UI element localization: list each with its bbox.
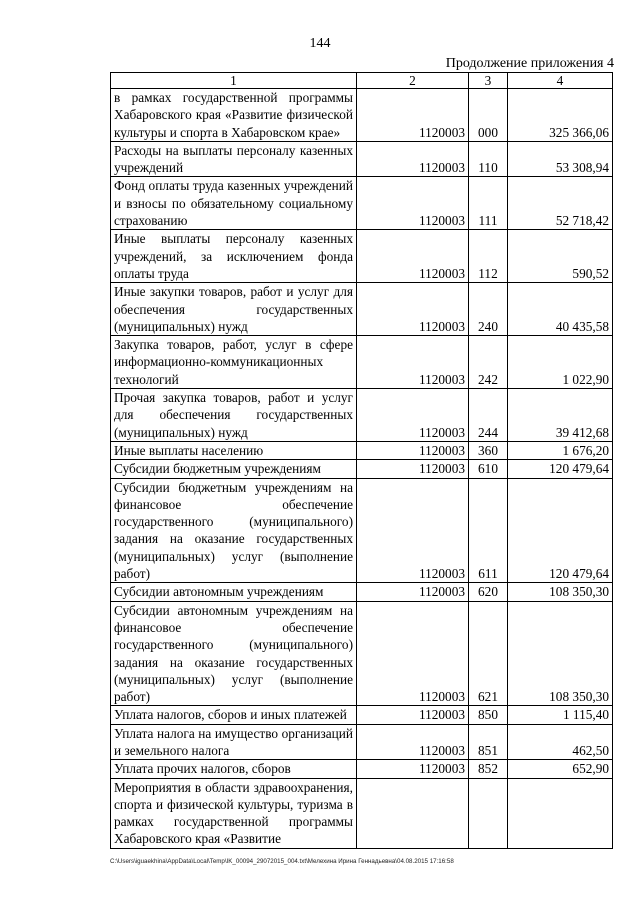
row-code-cell: 1120003 — [357, 706, 469, 724]
row-amount-cell: 1 022,90 — [508, 336, 613, 389]
table-row — [111, 141, 613, 177]
row-amount-cell: 590,52 — [508, 230, 613, 283]
row-amount-cell: 52 718,42 — [508, 177, 613, 230]
row-code-cell: 1120003 — [357, 601, 469, 706]
table-body — [111, 89, 613, 849]
row-code-cell: 1120003 — [357, 283, 469, 336]
row-amount-cell: 39 412,68 — [508, 389, 613, 442]
row-name-cell: Мероприятия в области здравоохранения, спорта и физической культуры, туризма в рамках государственной программы Хабаровского края «Развитие — [111, 778, 357, 848]
row-vr-cell: 244 — [469, 389, 508, 442]
appendix-label: Продолжение приложения 4 — [445, 56, 614, 71]
row-vr-cell: 360 — [469, 441, 508, 459]
row-code-cell — [357, 778, 469, 848]
row-amount-cell: 1 676,20 — [508, 441, 613, 459]
row-amount-cell — [508, 778, 613, 848]
row-name-cell: Закупка товаров, работ, услуг в сфере информационно-коммуникационных технологий — [111, 336, 357, 389]
table-row — [111, 230, 613, 283]
row-vr-cell: 112 — [469, 230, 508, 283]
row-vr-cell: 852 — [469, 760, 508, 778]
row-name-cell: Субсидии бюджетным учреждениям — [111, 460, 357, 478]
column-header-amount: 4 — [508, 73, 613, 89]
row-vr-cell: 111 — [469, 177, 508, 230]
row-code-cell: 1120003 — [357, 724, 469, 760]
row-vr-cell: 610 — [469, 460, 508, 478]
row-vr-cell: 110 — [469, 141, 508, 177]
row-vr-cell: 611 — [469, 478, 508, 583]
row-amount-cell: 40 435,58 — [508, 283, 613, 336]
column-header-code: 2 — [357, 73, 469, 89]
budget-table — [110, 72, 613, 849]
row-vr-cell: 000 — [469, 89, 508, 142]
column-header-name: 1 — [111, 73, 357, 89]
table-row — [111, 441, 613, 459]
row-name-cell: Субсидии бюджетным учреждениям на финансовое обеспечение государственного (муниципального) задания на оказание государственных (муниципальных) услуг (выполнение работ) — [111, 478, 357, 583]
table-row — [111, 478, 613, 583]
row-code-cell: 1120003 — [357, 583, 469, 601]
row-amount-cell: 325 366,06 — [508, 89, 613, 142]
row-vr-cell: 240 — [469, 283, 508, 336]
table-row — [111, 583, 613, 601]
row-name-cell: Прочая закупка товаров, работ и услуг для обеспечения государственных (муниципальных) нужд — [111, 389, 357, 442]
row-amount-cell: 120 479,64 — [508, 460, 613, 478]
row-name-cell: Субсидии автономным учреждениям — [111, 583, 357, 601]
row-amount-cell: 108 350,30 — [508, 601, 613, 706]
row-name-cell: Уплата налога на имущество организаций и земельного налога — [111, 724, 357, 760]
table-header-row — [111, 73, 613, 89]
row-name-cell: Расходы на выплаты персоналу казенных учреждений — [111, 141, 357, 177]
row-vr-cell: 850 — [469, 706, 508, 724]
row-code-cell: 1120003 — [357, 177, 469, 230]
table-row — [111, 89, 613, 142]
row-name-cell: Иные закупки товаров, работ и услуг для обеспечения государственных (муниципальных) нужд — [111, 283, 357, 336]
table-row — [111, 283, 613, 336]
table-row — [111, 706, 613, 724]
table-row — [111, 389, 613, 442]
table-row — [111, 460, 613, 478]
row-code-cell: 1120003 — [357, 760, 469, 778]
row-vr-cell: 621 — [469, 601, 508, 706]
row-name-cell: Субсидии автономным учреждениям на финансовое обеспечение государственного (муниципального) задания на оказание государственных (муниципальных) услуг (выполнение работ) — [111, 601, 357, 706]
row-vr-cell: 242 — [469, 336, 508, 389]
row-amount-cell: 462,50 — [508, 724, 613, 760]
row-code-cell: 1120003 — [357, 441, 469, 459]
column-header-vr: 3 — [469, 73, 508, 89]
row-amount-cell: 53 308,94 — [508, 141, 613, 177]
row-code-cell: 1120003 — [357, 230, 469, 283]
row-amount-cell: 120 479,64 — [508, 478, 613, 583]
row-name-cell: Уплата прочих налогов, сборов — [111, 760, 357, 778]
row-name-cell: Фонд оплаты труда казенных учреждений и взносы по обязательному социальному страхованию — [111, 177, 357, 230]
row-code-cell: 1120003 — [357, 336, 469, 389]
table-row — [111, 724, 613, 760]
row-name-cell: Уплата налогов, сборов и иных платежей — [111, 706, 357, 724]
row-amount-cell: 652,90 — [508, 760, 613, 778]
row-vr-cell — [469, 778, 508, 848]
table-row — [111, 336, 613, 389]
table-row — [111, 778, 613, 848]
row-amount-cell: 108 350,30 — [508, 583, 613, 601]
row-code-cell: 1120003 — [357, 389, 469, 442]
row-name-cell: Иные выплаты населению — [111, 441, 357, 459]
footer-file-path: C:\Users\iguaekhina\AppData\Local\Temp\IK_00094_29072015_004.txt\Мелехина Ирина Геннадьевна\04.08.2015 17:16:58 — [110, 858, 454, 865]
row-code-cell: 1120003 — [357, 141, 469, 177]
row-name-cell: Иные выплаты персоналу казенных учреждений, за исключением фонда оплаты труда — [111, 230, 357, 283]
row-vr-cell: 851 — [469, 724, 508, 760]
row-amount-cell: 1 115,40 — [508, 706, 613, 724]
table-row — [111, 601, 613, 706]
table-row — [111, 760, 613, 778]
row-code-cell: 1120003 — [357, 460, 469, 478]
row-vr-cell: 620 — [469, 583, 508, 601]
row-code-cell: 1120003 — [357, 478, 469, 583]
row-name-cell: в рамках государственной программы Хабаровского края «Развитие физической культуры и спорта в Хабаровском крае» — [111, 89, 357, 142]
table-row — [111, 177, 613, 230]
row-code-cell: 1120003 — [357, 89, 469, 142]
page-number: 144 — [309, 36, 331, 51]
